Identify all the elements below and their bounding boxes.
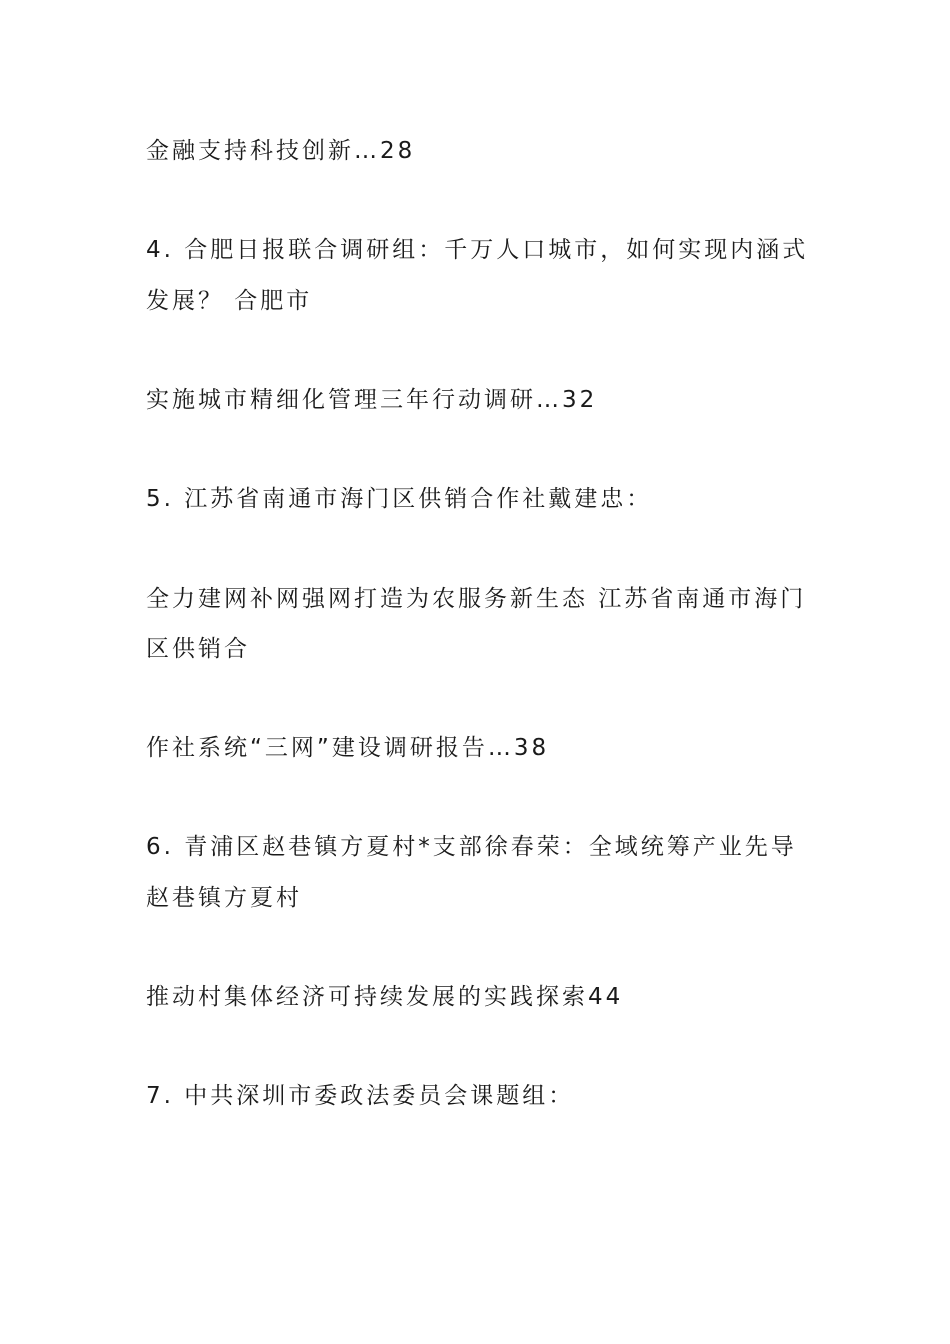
toc-entry-7-title: 7. 中共深圳市委政法委员会课题组： — [146, 1083, 575, 1109]
toc-entry-4-title: 4. 合肥日报联合调研组：千万人口城市，如何实现内涵式 — [146, 237, 809, 263]
toc-entry-5-subtitle-continued: 区供销合 — [146, 636, 250, 662]
toc-entry-4-title-continued: 发展？ 合肥市 — [146, 288, 313, 314]
toc-line-haimen-report: 作社系统“三网”建设调研报告…38 — [146, 735, 550, 761]
toc-entry-5-subtitle: 全力建网补网强网打造为农服务新生态 江苏省南通市海门 — [146, 586, 807, 612]
toc-entry-6-title-continued: 赵巷镇方夏村 — [146, 885, 302, 911]
toc-line-hefei-report: 实施城市精细化管理三年行动调研…32 — [146, 387, 598, 413]
toc-line-finance-innovation: 金融支持科技创新…28 — [146, 138, 416, 164]
toc-entry-6-title: 6. 青浦区赵巷镇方夏村*支部徐春荣：全域统筹产业先导 — [146, 834, 797, 860]
toc-entry-5-title: 5. 江苏省南通市海门区供销合作社戴建忠： — [146, 486, 653, 512]
toc-line-fangxia-report: 推动村集体经济可持续发展的实践探索44 — [146, 984, 624, 1010]
